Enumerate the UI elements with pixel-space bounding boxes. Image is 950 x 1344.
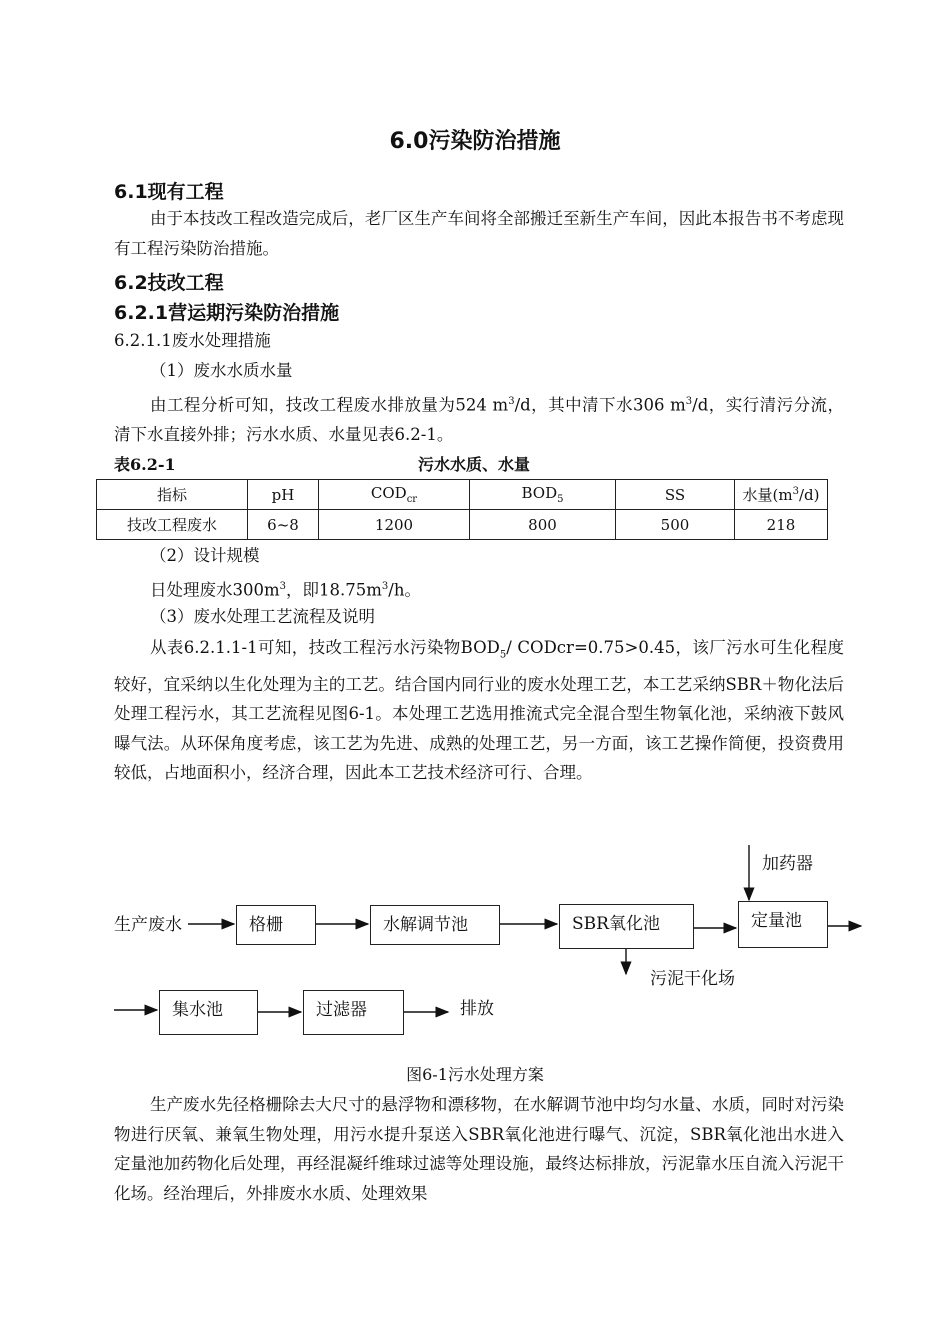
- dosing-label: 加药器: [762, 854, 813, 874]
- table-label: 表6.2-1: [114, 455, 176, 474]
- sludge-field-label: 污泥干化场: [650, 969, 735, 989]
- item-3-label: （3）废水处理工艺流程及说明: [150, 607, 375, 626]
- flow-input-label: 生产废水: [114, 915, 182, 935]
- table-cell: 800: [470, 510, 616, 540]
- section-6-2-1-1-heading: 6.2.1.1废水处理措施: [114, 331, 271, 350]
- table-header-cell: $BOD_5$: [470, 480, 616, 510]
- table-header-cell: $COD_{cr}$: [319, 480, 470, 510]
- table-header-cell: SS: [616, 480, 735, 510]
- section-6-1-text: 由于本技改工程改造完成后，老厂区生产车间将全部搬迁至新生产车间，因此本报告书不考虑现有工程污染防治措施。: [114, 209, 844, 258]
- table-header-cell: 指标: [97, 480, 248, 510]
- figure-caption: 图6-1污水处理方案: [406, 1065, 544, 1084]
- table-cell: 技改工程废水: [97, 510, 248, 540]
- section-6-2-heading: 6.2技改工程: [114, 272, 224, 294]
- hydrolysis-tank-box: 水解调节池: [370, 905, 500, 945]
- table-header-cell: pH: [248, 480, 319, 510]
- quantitative-tank-box: 定量池: [738, 901, 828, 948]
- table-cell: 1200: [319, 510, 470, 540]
- sbr-tank-box: SBR氧化池: [559, 904, 694, 949]
- treatment-summary: 生产废水先径格栅除去大尺寸的悬浮物和漂移物，在水解调节池中均匀水量、水质，同时对污染物进行厌氧、兼氧生物处理，用污水提升泵送入SBR氧化池进行曝气、沉淀，SBR氧化池出水进入定量池加药物化后处理，再经混凝纤维球过滤等处理设施，最终达标排放，污泥靠水压自流入污泥干化场。经治理后，外排废水水质、处理效果: [114, 1095, 844, 1203]
- discharge-label: 排放: [460, 999, 494, 1019]
- design-scale-text: 日处理废水$300m^3$，即$18.75m^3/h$。: [150, 580, 421, 600]
- item-1-label: （1）废水水质水量: [150, 361, 293, 380]
- table-cell: 218: [735, 510, 828, 540]
- process-description: 从表6.2.1.1-1可知，技改工程污水污染物$BOD_5/$ CODcr=0.75>0.45，该厂污水可生化程度较好，宜采纳以生化处理为主的工艺。结合国内同行业的废水处理工艺，本工艺采纳SBR＋物化法后处理工程污水，其工艺流程见图6-1。本处理工艺选用推流式完全混合型生物氧化池，采纳液下鼓风曝气法。从环保角度考虑，该工艺为先进、成熟的处理工艺，另一方面，该工艺操作简便，投资费用较低，占地面积小，经济合理，因此本工艺技术经济可行、合理。: [114, 638, 844, 783]
- table-cell: 500: [616, 510, 735, 540]
- section-6-2-1-heading: 6.2.1营运期污染防治措施: [114, 302, 340, 324]
- item-2-label: （2）设计规模: [150, 546, 260, 565]
- table-header-cell: 水量$(m^3/d)$: [735, 480, 828, 510]
- page-title: 6.0污染防治措施: [389, 129, 561, 154]
- table-caption: 污水水质、水量: [418, 455, 531, 474]
- grille-box: 格栅: [236, 905, 316, 945]
- collection-tank-box: 集水池: [159, 990, 258, 1035]
- table-cell: 6~8: [248, 510, 319, 540]
- section-6-1-heading: 6.1现有工程: [114, 181, 224, 203]
- water-volume-text: 由工程分析可知，技改工程废水排放量为524 $m^3/d$，其中清下水306 $m^3/d$，实行清污分流，清下水直接外排；污水水质、水量见表6.2-1。: [114, 395, 845, 444]
- filter-box: 过滤器: [303, 990, 404, 1035]
